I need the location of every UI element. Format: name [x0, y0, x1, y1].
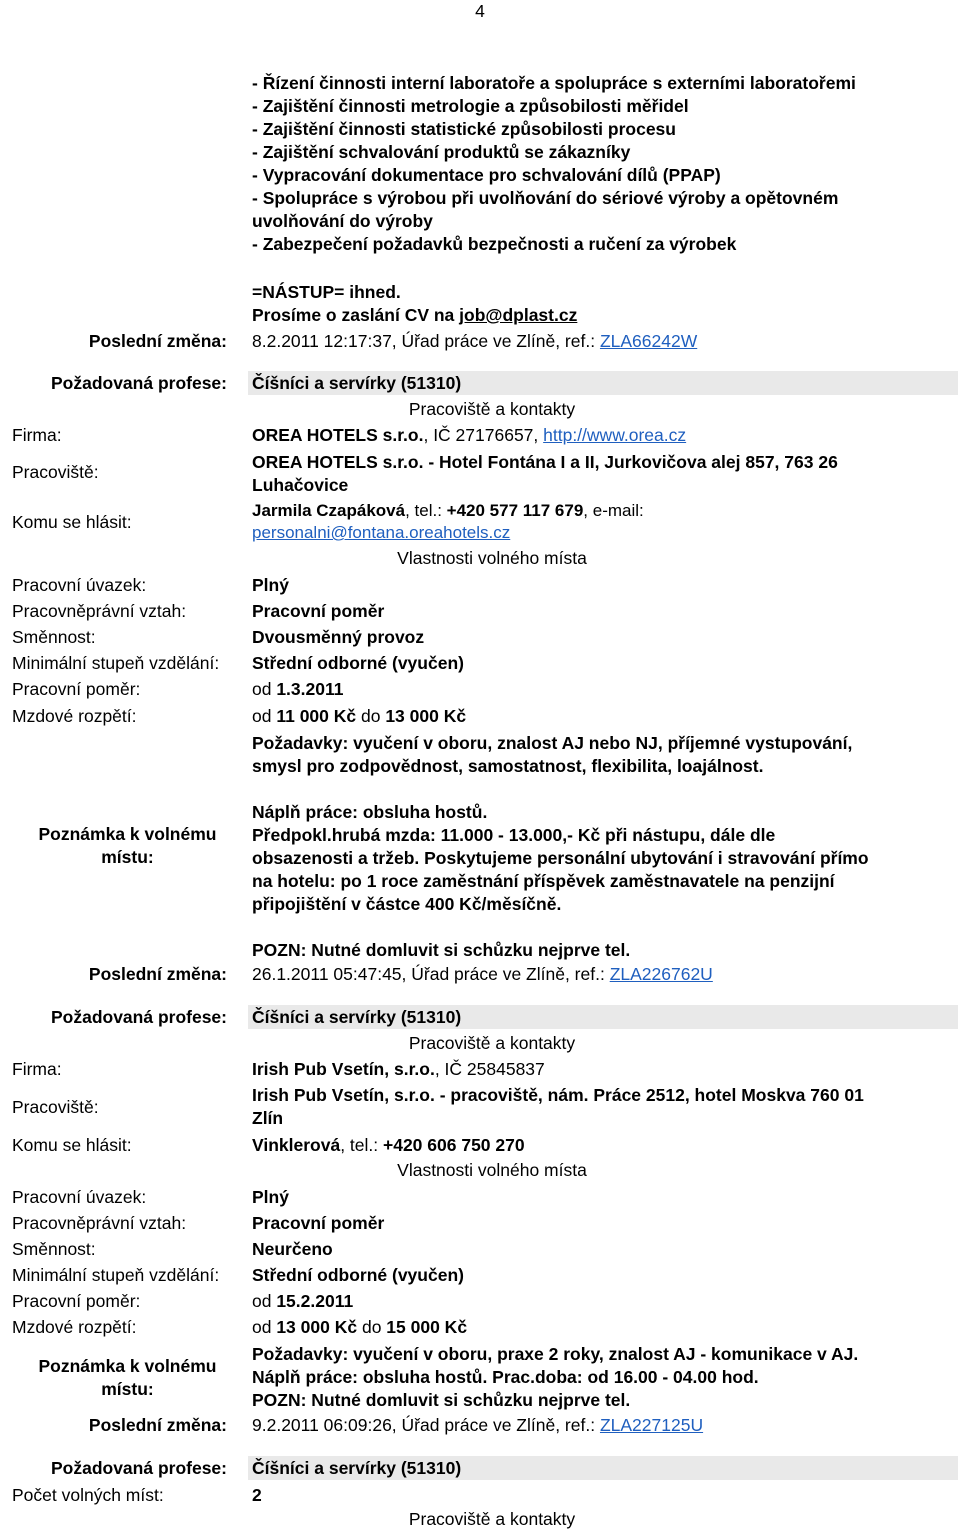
last-change-label: Poslední změna:: [88, 964, 227, 984]
employment-value: [252, 1291, 353, 1312]
salary-to: 15 000 Kč: [386, 1317, 468, 1337]
section-contacts: Pracoviště a kontakty: [408, 399, 576, 419]
duties-list: [252, 72, 856, 256]
note-line: Náplň práce: obsluha hostů. Prac.doba: od 16.00 - 04.00 hod.: [252, 1367, 759, 1387]
last-change-text: 8.2.2011 12:17:37, Úřad práce ve Zlíně, ref.:: [252, 331, 600, 351]
vacancies-label: Počet volných míst:: [12, 1485, 164, 1505]
section-props: Vlastnosti volného místa: [397, 548, 587, 568]
salary-from: 11 000 Kč: [276, 706, 357, 726]
firm-ic: , IČ 25845837: [434, 1059, 545, 1079]
workplace-label: Pracoviště:: [12, 462, 99, 482]
relation-value: Pracovní poměr: [252, 601, 385, 621]
contact-mail-prefix: , e-mail:: [583, 501, 644, 520]
note-line: na hotelu: po 1 roce zaměstnání příspěvek zaměstnavatele na penzijní: [252, 871, 835, 891]
contact-name: Jarmila Czapáková: [252, 501, 406, 520]
firm-value: [252, 425, 686, 446]
ref-link[interactable]: ZLA227125U: [599, 1415, 704, 1435]
last-change-text: 9.2.2011 06:09:26, Úřad práce ve Zlíně, ref.:: [252, 1415, 600, 1435]
education-value: Střední odborné (vyučen): [252, 653, 464, 673]
profession-value: Číšníci a servírky (51310): [252, 1458, 462, 1478]
last-change-label: Poslední změna:: [88, 331, 227, 351]
shift-value: Dvousměnný provoz: [252, 627, 425, 647]
vacancies-value: 2: [252, 1485, 262, 1505]
note-text: [252, 732, 869, 962]
shift-label: Směnnost:: [12, 1239, 96, 1259]
note-line: připojištění v částce 400 Kč/měsíčně.: [252, 894, 562, 914]
contact-tel: +420 577 117 679: [446, 501, 584, 520]
last-change-value: [252, 330, 697, 353]
duty-line: uvolňování do výroby: [252, 211, 433, 231]
note-label-line: Poznámka k volnému: [38, 1356, 217, 1376]
employment-label: Pracovní poměr:: [12, 1291, 141, 1311]
employment-prefix: od: [252, 679, 277, 699]
duty-line: - Spolupráce s výrobou při uvolňování do sériové výroby a opětovném: [252, 188, 839, 208]
employment-label: Pracovní poměr:: [12, 679, 141, 699]
note-label: [10, 823, 245, 869]
education-label: Minimální stupeň vzdělání:: [12, 1265, 220, 1285]
firm-value: [252, 1059, 545, 1080]
cv-request: [252, 304, 577, 327]
duty-line: - Vypracování dokumentace pro schvalování dílů (PPAP): [252, 165, 721, 185]
last-change-label: Poslední změna:: [88, 1415, 227, 1435]
employment-value: [252, 679, 343, 700]
workplace-line: OREA HOTELS s.r.o. - Hotel Fontána I a II, Jurkovičova alej 857, 763 26: [252, 452, 838, 472]
contact-tel-prefix: , tel.:: [340, 1135, 383, 1155]
note-label: [10, 1355, 245, 1401]
workplace-value: [252, 451, 838, 497]
section-props: Vlastnosti volného místa: [397, 1160, 587, 1180]
profession-label: Požadovaná profese:: [50, 373, 227, 393]
salary-from: 13 000 Kč: [276, 1317, 358, 1337]
note-line: obsazenosti a tržeb. Poskytujeme personální ubytování i stravování přímo: [252, 848, 869, 868]
workplace-value: [252, 1084, 864, 1130]
profession-label: Požadovaná profese:: [50, 1007, 227, 1027]
salary-from-prefix: od: [252, 1317, 277, 1337]
employment-date: 15.2.2011: [276, 1291, 354, 1311]
last-change-value: [252, 1415, 703, 1436]
salary-value: [252, 706, 466, 727]
note-line: POZN: Nutné domluvit si schůzku nejprve tel.: [252, 1390, 631, 1410]
note-line: Požadavky: vyučení v oboru, znalost AJ nebo NJ, příjemné vystupování,: [252, 733, 853, 753]
salary-mid: do: [357, 1317, 387, 1337]
section-contacts: Pracoviště a kontakty: [408, 1033, 576, 1053]
note-text: [252, 1343, 858, 1412]
firm-label: Firma:: [12, 1059, 62, 1079]
workplace-line: Zlín: [252, 1108, 284, 1128]
workload-value: Plný: [252, 1187, 289, 1207]
contact-value: [252, 1135, 525, 1156]
education-value: Střední odborné (vyučen): [252, 1265, 464, 1285]
salary-mid: do: [356, 706, 386, 726]
nastup-text: =NÁSTUP= ihned.: [252, 282, 401, 302]
relation-label: Pracovněprávní vztah:: [12, 1213, 187, 1233]
note-label-line: místu:: [101, 1379, 154, 1399]
employment-date: 1.3.2011: [276, 679, 344, 699]
profession-label: Požadovaná profese:: [50, 1458, 227, 1478]
salary-label: Mzdové rozpětí:: [12, 706, 137, 726]
workload-label: Pracovní úvazek:: [12, 575, 147, 595]
contact-email-link[interactable]: personalni@fontana.oreahotels.cz: [252, 523, 511, 542]
salary-from-prefix: od: [252, 706, 277, 726]
salary-to: 13 000 Kč: [385, 706, 467, 726]
relation-value: Pracovní poměr: [252, 1213, 385, 1233]
workplace-label: Pracoviště:: [12, 1097, 99, 1117]
section-contacts: Pracoviště a kontakty: [408, 1509, 576, 1529]
ref-link[interactable]: ZLA66242W: [599, 331, 698, 351]
workload-label: Pracovní úvazek:: [12, 1187, 147, 1207]
education-label: Minimální stupeň vzdělání:: [12, 653, 220, 673]
profession-value: Číšníci a servírky (51310): [252, 1007, 462, 1027]
shift-value: Neurčeno: [252, 1239, 333, 1259]
relation-label: Pracovněprávní vztah:: [12, 601, 187, 621]
workload-value: Plný: [252, 575, 289, 595]
profession-value: Číšníci a servírky (51310): [252, 373, 462, 393]
salary-label: Mzdové rozpětí:: [12, 1317, 137, 1337]
contact-tel: +420 606 750 270: [383, 1135, 525, 1155]
cv-email-link[interactable]: job@dplast.cz: [459, 305, 578, 325]
workplace-line: Luhačovice: [252, 475, 349, 495]
cv-prefix: Prosíme o zaslání CV na: [252, 305, 460, 325]
duty-line: - Zabezpečení požadavků bezpečnosti a ručení za výrobek: [252, 234, 737, 254]
page-number: 4: [475, 1, 485, 21]
note-line: Předpokl.hrubá mzda: 11.000 - 13.000,- Kč při nástupu, dále dle: [252, 825, 776, 845]
contact-label: Komu se hlásit:: [12, 1135, 132, 1155]
firm-name: OREA HOTELS s.r.o.: [252, 425, 424, 445]
contact-name: Vinklerová: [252, 1135, 341, 1155]
firm-name: Irish Pub Vsetín, s.r.o.: [252, 1059, 435, 1079]
firm-label: Firma:: [12, 425, 62, 445]
firm-url-link[interactable]: http://www.orea.cz: [543, 425, 687, 445]
duty-line: - Zajištění schvalování produktů se zákazníky: [252, 142, 631, 162]
note-line: smysl pro zodpovědnost, samostatnost, flexibilita, loajálnost.: [252, 756, 764, 776]
note-line: Náplň práce: obsluha hostů.: [252, 802, 488, 822]
contact-value: [252, 500, 644, 544]
duty-line: - Zajištění činnosti statistické způsobilosti procesu: [252, 119, 676, 139]
firm-ic: , IČ 27176657,: [423, 425, 544, 445]
contact-tel-prefix: , tel.:: [405, 501, 447, 520]
shift-label: Směnnost:: [12, 627, 96, 647]
ref-link[interactable]: ZLA226762U: [609, 964, 713, 984]
note-line: Požadavky: vyučení v oboru, praxe 2 roky, znalost AJ - komunikace v AJ.: [252, 1344, 859, 1364]
note-label-line: Poznámka k volnému: [38, 824, 217, 844]
note-label-line: místu:: [101, 847, 154, 867]
last-change-text: 26.1.2011 05:47:45, Úřad práce ve Zlíně, ref.:: [252, 964, 610, 984]
employment-prefix: od: [252, 1291, 277, 1311]
note-line: [252, 778, 869, 801]
note-line: POZN: Nutné domluvit si schůzku nejprve tel.: [252, 940, 631, 960]
duty-line: - Řízení činnosti interní laboratoře a spolupráce s externími laboratořemi: [252, 73, 856, 93]
note-line: [252, 916, 869, 939]
duty-line: - Zajištění činnosti metrologie a způsobilosti měřidel: [252, 96, 689, 116]
last-change-value: [252, 964, 713, 985]
salary-value: [252, 1317, 467, 1338]
contact-label: Komu se hlásit:: [12, 512, 132, 532]
workplace-line: Irish Pub Vsetín, s.r.o. - pracoviště, nám. Práce 2512, hotel Moskva 760 01: [252, 1085, 864, 1105]
